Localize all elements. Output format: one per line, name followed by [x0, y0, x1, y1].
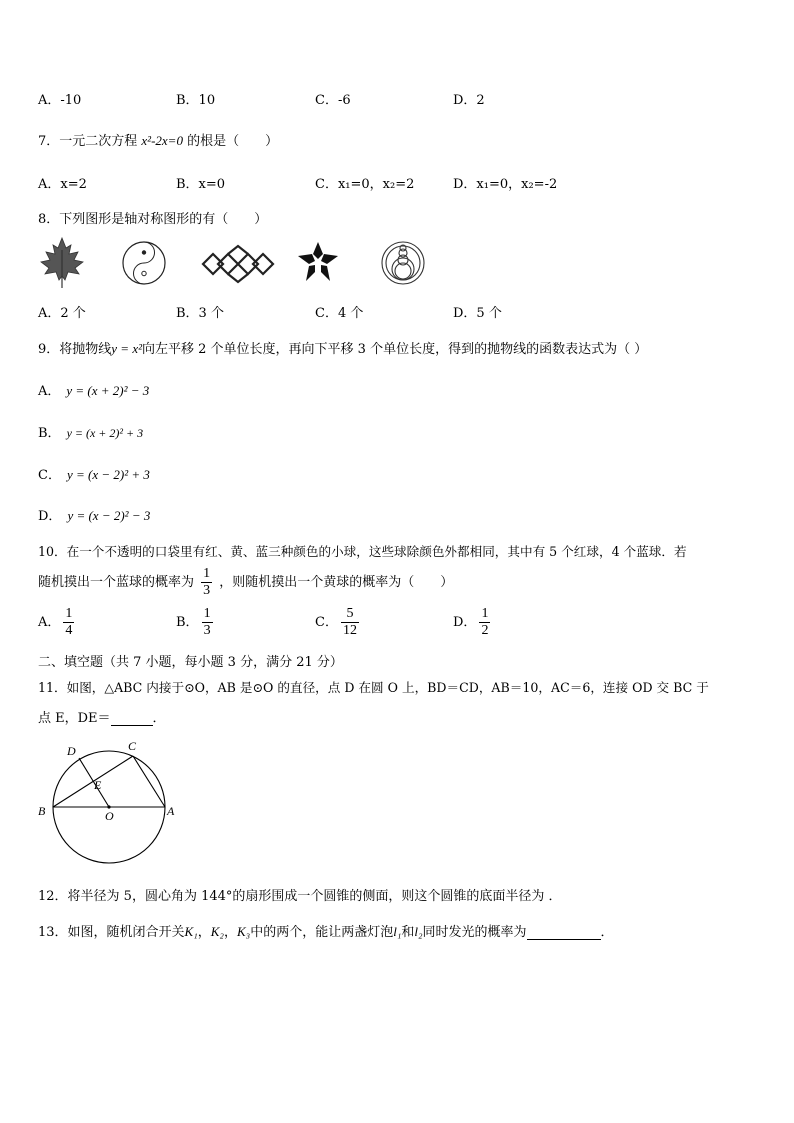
section-heading: 二、填空题（共 7 小题，每小题 3 分，满分 21 分） — [38, 655, 343, 670]
label-b: B — [38, 804, 46, 818]
q10-prob-fraction: $\frac{1}{3}$ — [203, 566, 211, 598]
q8-option-c: C．4 个 — [315, 306, 364, 321]
q12-stem: 12．将半径为 5，圆心角为 144°的扇形围成一个圆锥的侧面，则这个圆锥的底面半径为 ． — [38, 889, 562, 904]
q10-option-a: A． $\frac{1}{4}$ — [38, 606, 73, 638]
q10-stem-line2: 随机摸出一个蓝球的概率为 $\frac{1}{3}$ ，则随机摸出一个黄球的概率为（ ） — [38, 566, 454, 598]
q8-option-b: B．3 个 — [176, 306, 224, 321]
maple-leaf-icon — [38, 236, 86, 290]
q8-stem: 8．下列图形是轴对称图形的有（ ） — [38, 212, 268, 227]
q6-option-d: D．2 — [453, 93, 485, 108]
chinese-knot-icon — [201, 244, 275, 284]
label-c: C — [128, 739, 137, 753]
q9-option-d: D． y = (x − 2)² − 3 — [38, 508, 151, 524]
q13-answer-blank — [527, 925, 601, 940]
q10-option-b: B． $\frac{1}{3}$ — [176, 606, 211, 638]
q10-stem-line1: 10．在一个不透明的口袋里有红、黄、蓝三种颜色的小球，这些球除颜色外都相同，其中有 5 个红球，4 个蓝球．若 — [38, 544, 687, 559]
q7-option-a: A．x=2 — [38, 177, 87, 192]
q8-option-a: A．2 个 — [38, 306, 86, 321]
q6-option-b: B．10 — [176, 93, 216, 108]
q7-option-d: D．x₁=0，x₂=-2 — [453, 177, 558, 192]
q9-option-b: B． y = (x + 2)² + 3 — [38, 426, 144, 441]
q11-answer-blank — [111, 711, 153, 726]
q11-stem-line1: 11．如图，△ABC 内接于⊙O，AB 是⊙O 的直径，点 D 在圆 O 上，BD＝CD，AB＝10，AC＝6，连接 OD 交 BC 于 — [38, 680, 709, 695]
q7-option-c: C．x₁=0，x₂=2 — [315, 177, 415, 192]
q6-option-a: A．-10 — [38, 93, 82, 108]
q13-stem: 13．如图，随机闭合开关K₁，K₂，K₃中的两个，能让两盏灯泡l₁和l₂同时发光的概率为 ． — [38, 924, 614, 940]
q9-stem: 9．将抛物线y = x²向左平移 2 个单位长度，再向下平移 3 个单位长度，得到的抛物线的函数表达式为（ ） — [38, 341, 648, 357]
label-d: D — [67, 744, 76, 758]
q10-option-d: D． $\frac{1}{2}$ — [453, 606, 489, 638]
q6-option-c: C．-6 — [315, 93, 351, 108]
q10-option-c: C． $\frac{5}{12}$ — [315, 606, 357, 638]
label-o: O — [105, 809, 114, 823]
q9-option-c: C． y = (x − 2)² + 3 — [38, 467, 150, 483]
q11-stem-line2: 点 E，DE＝ ． — [38, 711, 166, 726]
q9-option-a: A． y = (x + 2)² − 3 — [38, 383, 150, 399]
q11-circle-figure — [34, 738, 184, 866]
chord-ca — [133, 756, 165, 807]
yin-yang-icon — [120, 238, 168, 288]
q8-option-d: D．5 个 — [453, 306, 502, 321]
q7-stem: 7．一元二次方程 x²-2x=0 的根是（ ） — [38, 133, 279, 149]
nested-circles-icon — [379, 238, 427, 288]
label-a: A — [167, 804, 175, 818]
pentagon-star-icon — [296, 240, 340, 284]
q7-option-b: B．x=0 — [176, 177, 226, 192]
label-e: E — [94, 778, 102, 792]
